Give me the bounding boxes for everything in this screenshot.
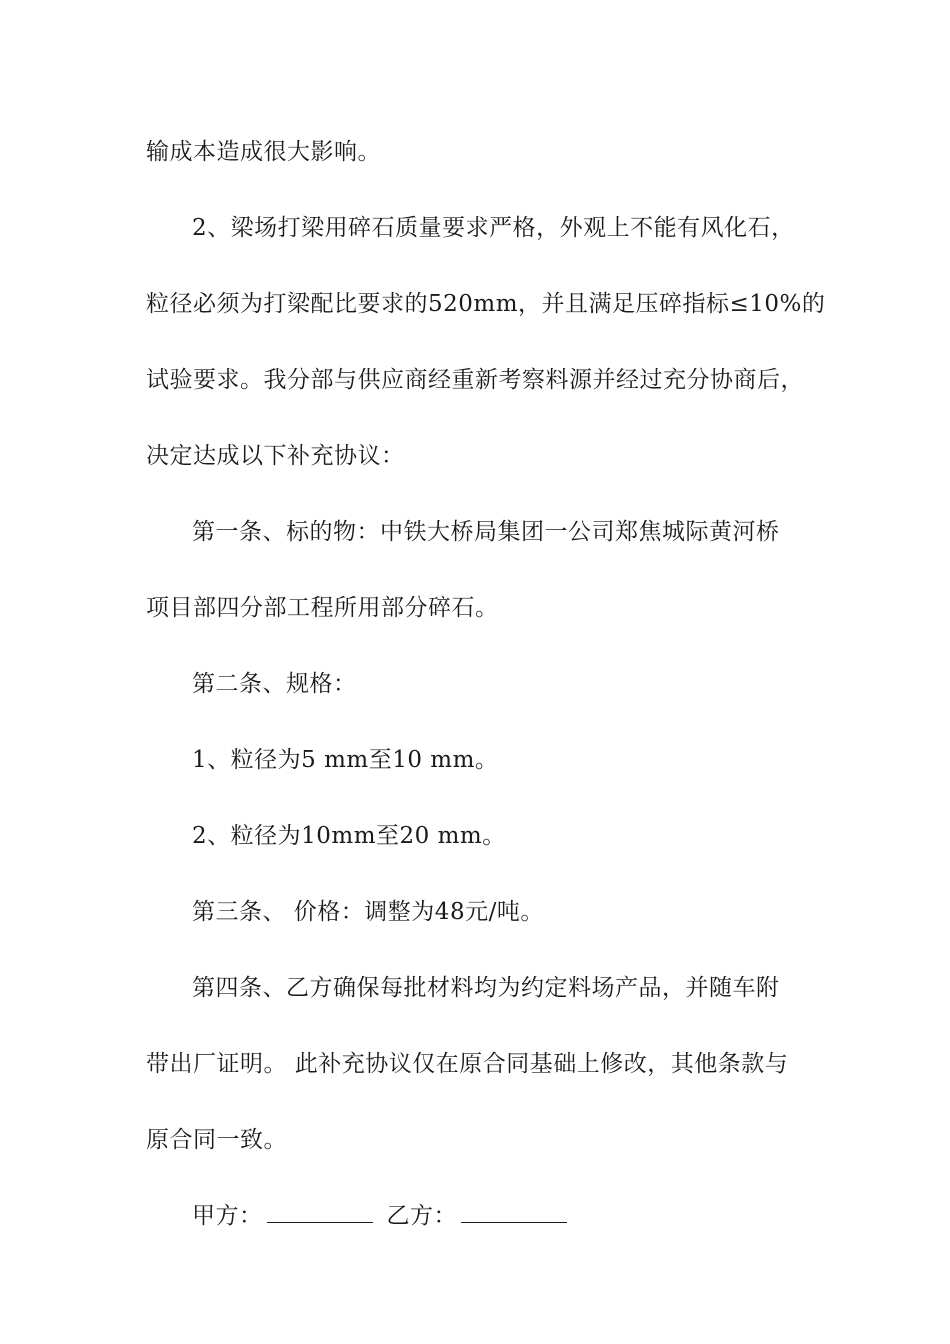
spec-item-2: 2、粒径为10mm至20 mm。: [192, 823, 506, 849]
text-line: 试验要求。我分部与供应商经重新考察料源并经过充分协商后，: [146, 367, 804, 393]
text-line: 原合同一致。: [146, 1127, 287, 1153]
party-a-signature-blank: [267, 1200, 373, 1223]
party-b-label: 乙方：: [386, 1203, 457, 1229]
text-line: 带出厂证明。 此补充协议仅在原合同基础上修改，其他条款与: [146, 1051, 789, 1077]
text-line: 决定达成以下补充协议：: [146, 443, 405, 469]
signature-row: [192, 1200, 872, 1232]
text-line: 粒径必须为打梁配比要求的520mm，并且满足压碎指标≤10%的: [146, 291, 826, 317]
article-2-heading: 第二条、规格：: [192, 671, 357, 697]
article-4-start: 第四条、乙方确保每批材料均为约定料场产品，并随车附: [192, 975, 780, 1001]
text-line: 项目部四分部工程所用部分碎石。: [146, 595, 499, 621]
party-b-signature-blank: [461, 1200, 567, 1223]
article-1-start: 第一条、标的物：中铁大桥局集团一公司郑焦城际黄河桥: [192, 519, 780, 545]
spec-item-1: 1、粒径为5 mm至10 mm。: [192, 747, 499, 773]
text-line: 输成本造成很大影响。: [146, 139, 381, 165]
paragraph-2-start: 2、梁场打梁用碎石质量要求严格，外观上不能有风化石，: [192, 215, 795, 241]
party-a-label: 甲方：: [192, 1203, 263, 1229]
article-3-price: 第三条、 价格：调整为48元/吨。: [192, 899, 544, 925]
